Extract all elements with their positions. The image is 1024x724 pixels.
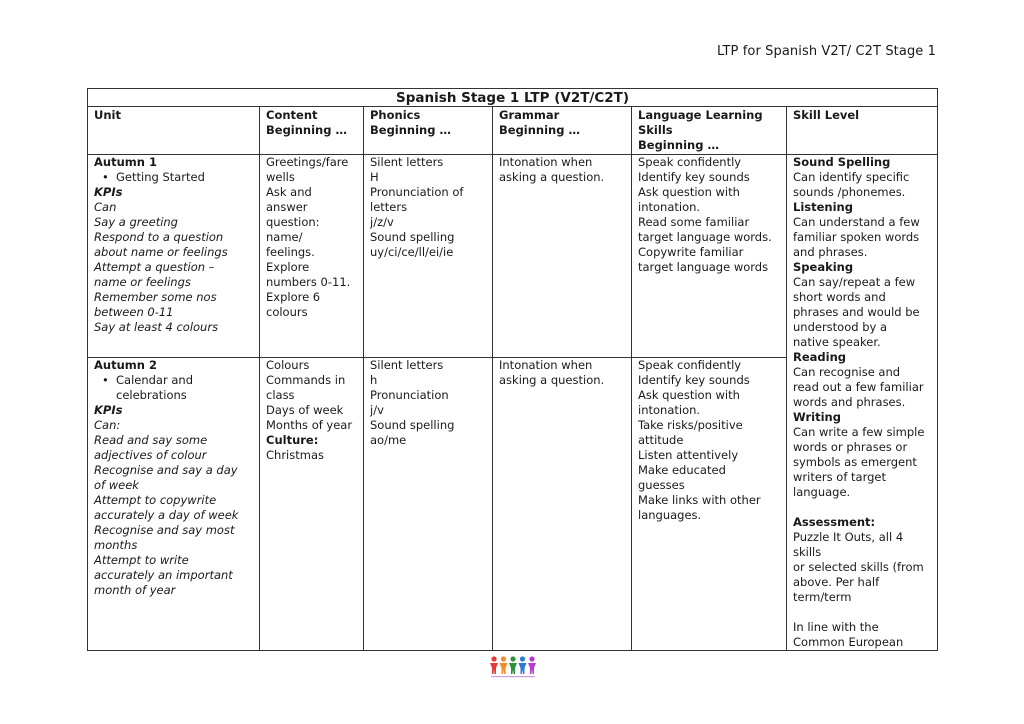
listening-text: Can understand a few familiar spoken words and phrases. <box>793 215 920 259</box>
kpi-list: Can: Read and say some adjectives of colour Recognise and say a day of week Attempt to copywrite accurately a day of week Recognise and say most months Attempt to write accurately an important month of year <box>94 417 239 597</box>
content-list: Colours Commands in class Days of week Months of year <box>266 357 353 432</box>
phonics-cell <box>364 357 493 650</box>
speaking-title: Speaking <box>793 260 854 274</box>
figure-body <box>500 663 508 674</box>
grammar-list: Intonation when asking a question. <box>499 155 605 184</box>
kpi-list: Can Say a greeting Respond to a question about name or feelings Attempt a question – name or feelings Remember some nos between 0-11 Say at least 4 colours <box>94 200 228 334</box>
sound-spelling-title: Sound Spelling <box>793 155 891 169</box>
figure-head <box>520 656 525 661</box>
figure-body <box>490 663 498 674</box>
grammar-cell <box>493 357 632 650</box>
header-row <box>88 107 938 155</box>
figure-head <box>510 656 515 661</box>
ltp-table <box>87 88 938 651</box>
content-cell <box>260 155 364 358</box>
document-header-label: LTP for Spanish V2T/ C2T Stage 1 <box>716 44 936 59</box>
language-learning-list: Speak confidently Identify key sounds Ask question with intonation. Read some familiar target language words. Copywrite familiar target language words <box>638 155 772 274</box>
unit-bullet: • Calendar and celebrations <box>94 373 253 403</box>
speaking-text: Can say/repeat a few short words and phrases and would be understood by a native speaker. <box>793 275 920 349</box>
figure-head <box>491 656 496 661</box>
children-chain-logo-icon <box>487 654 539 680</box>
culture-value: Christmas <box>266 447 324 462</box>
col-header-phonics: Phonics Beginning … <box>364 107 493 155</box>
reading-title: Reading <box>793 350 847 364</box>
unit-title: Autumn 2 <box>94 357 157 372</box>
language-learning-cell <box>632 155 787 358</box>
grammar-list: Intonation when asking a question. <box>499 357 605 387</box>
kpi-label: KPIs <box>94 185 123 199</box>
listening-title: Listening <box>793 200 853 214</box>
content-cell: Colours Commands in class Days of week Months of year Culture: Christmas <box>260 357 364 650</box>
unit-bullet: • Getting Started <box>94 170 253 185</box>
figure-head <box>529 656 534 661</box>
sound-spelling-text: Can identify specific sounds /phonemes. <box>793 170 910 199</box>
figure-body <box>528 663 536 674</box>
writing-text: Can write a few simple words or phrases or symbols as emergent writers of target language. <box>793 425 925 499</box>
reading-text: Can recognise and read out a few familiar words and phrases. <box>793 365 924 409</box>
col-header-language-learning: Language Learning Skills Beginning … <box>632 107 787 155</box>
figure-body <box>519 663 527 674</box>
unit-cell <box>88 357 260 650</box>
table-row <box>88 155 938 358</box>
table-title: Spanish Stage 1 LTP (V2T/C2T) <box>88 89 938 107</box>
skill-level-cell <box>787 155 938 651</box>
grammar-cell <box>493 155 632 358</box>
col-header-unit: Unit <box>88 107 260 155</box>
assessment-text: Puzzle It Outs, all 4 skills or selected skills (from above. Per half term/term <box>793 530 924 604</box>
phonics-list: Silent letters h Pronunciation j/v Sound spelling ao/me <box>370 357 455 447</box>
col-header-skill-level: Skill Level <box>787 107 938 155</box>
culture-label: Culture <box>266 432 314 447</box>
phonics-list: Silent letters H Pronunciation of letters j/z/v Sound spelling uy/ci/ce/ll/ei/ie <box>370 155 464 259</box>
content-list: Greetings/fare wells Ask and answer question: name/ feelings. Explore numbers 0-11. Explore 6 colours <box>266 155 351 319</box>
writing-title: Writing <box>793 410 841 424</box>
phonics-cell <box>364 155 493 358</box>
kpi-label: KPIs <box>94 402 123 417</box>
language-learning-cell <box>632 357 787 650</box>
figure-head <box>501 656 506 661</box>
language-learning-list: Speak confidently Identify key sounds Ask question with intonation. Take risks/positive attitude Listen attentively Make educated guesses Make links with other languages. <box>638 357 761 522</box>
unit-title: Autumn 1 <box>94 155 157 169</box>
assessment-title: Assessment: <box>793 515 876 529</box>
inline-text: In line with the Common European <box>793 620 904 649</box>
col-header-grammar: Grammar Beginning … <box>493 107 632 155</box>
figure-body <box>509 663 517 674</box>
col-header-content: Content Beginning … <box>260 107 364 155</box>
unit-cell <box>88 155 260 358</box>
